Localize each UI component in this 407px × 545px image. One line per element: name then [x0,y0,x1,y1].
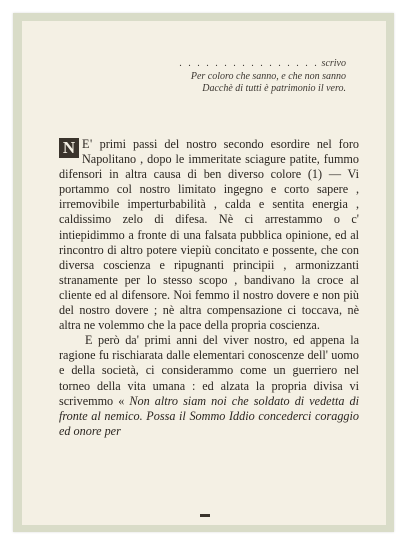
paragraph-2 [59,333,359,439]
epigraph-line-1 [46,58,346,71]
epigraph-line-3: Dacchè di tutti è patrimonio il vero. [202,83,346,94]
page-bottom-mark [200,514,210,517]
first-word-rest: E' [82,137,93,151]
epigraph-ellipsis: . . . . . . . . . . . . . . . . [179,58,320,69]
drop-cap: N [59,138,79,158]
epigraph-line-2: Per coloro che sanno, e che non sanno [190,70,346,82]
paragraph-2-quote: Non altro siam noi che soldato di vedetta di fronte al nemico. Possa il Sommo Iddio concederci coraggio ed onore per [59,393,359,438]
body-text [59,137,359,439]
paragraph-2-text: E però da' primi anni del viver nostro, ed appena la ragione fu rischiarata dalle elementari conoscenze dell' uomo e della società, ci considerammo come un guerriero nel torneo della vita umana : ed alzata la propria divisa vi scrivemmo « [59,333,359,408]
paragraph-1 [59,137,359,333]
paragraph-1-text: primi passi del nostro secondo esordire nel foro Napolitano , dopo le immeritate sciagure patite, fummo difensori in altra causa di ben diverso colore (1) — Vi portammo col nostro limitato ingegno e corto sapere , irremovibile imperturbabilità , calda e sentita energia , caldissimo zelo di difesa. Nè ci arrestammo o c' intiepidimmo a fronte di una falsata pubblica opinione, ed al rincontro di altro potere viepiù concitato e possente, che con diversa coscienza e ripugnanti principii , armonizzanti stranamente per lo stesso scopo , bandivano la croce al cliente ed al difensore. Noi femmo il nostro dovere e non più del nostro dovere ; nè altra compensazione ci toccava, nè altra ne volemmo che la pace della propria coscienza. [59,137,359,333]
epigraph [46,58,346,96]
epigraph-word: scrivo [321,58,346,69]
